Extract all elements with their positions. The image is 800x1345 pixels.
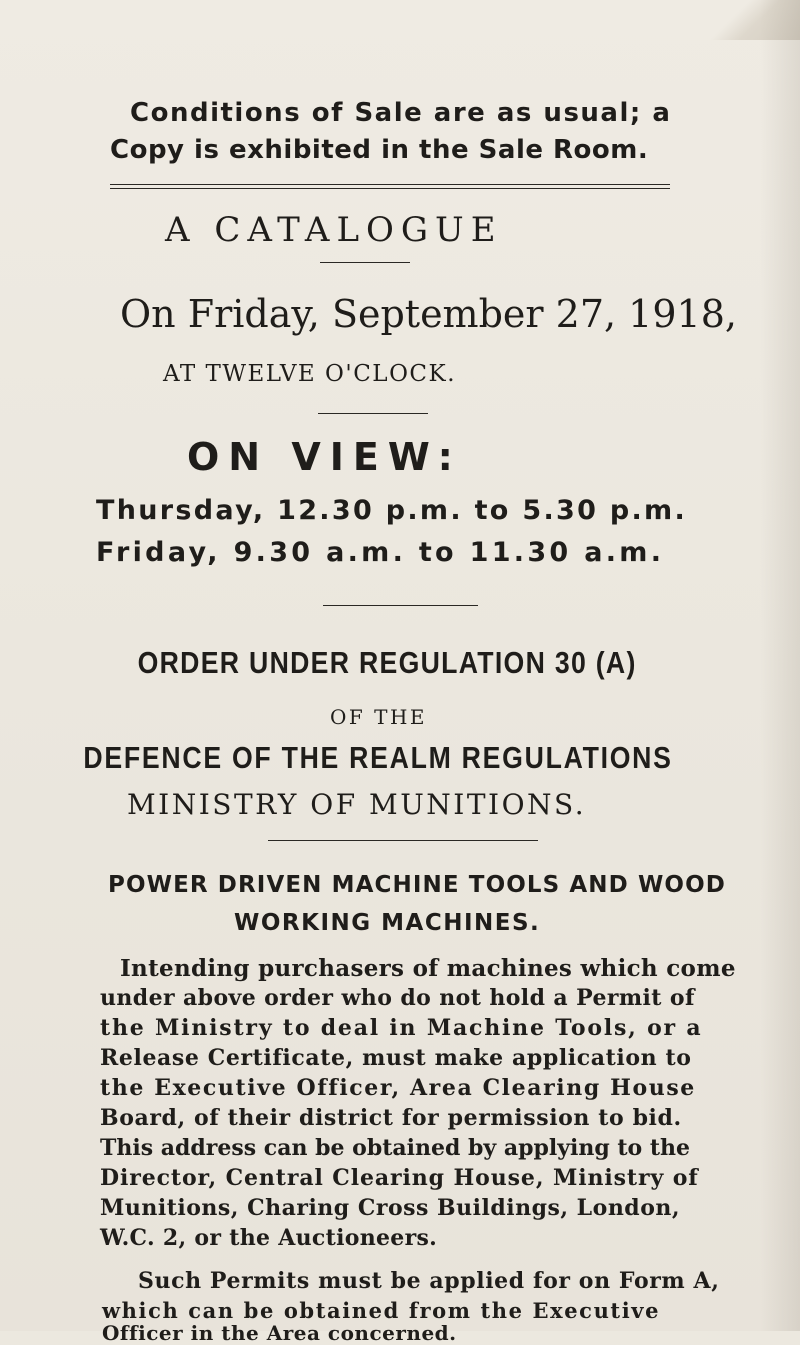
paragraph-1-line-1: Intending purchasers of machines which come: [120, 955, 736, 982]
regulation-order: ORDER UNDER REGULATION 30 (A): [137, 645, 637, 680]
paragraph-1-line-4: Release Certificate, must make application to: [100, 1045, 692, 1071]
paragraph-1-line-6: Board, of their district for permission to bid.: [100, 1105, 682, 1131]
sale-time: AT TWELVE O'CLOCK.: [163, 361, 457, 387]
sale-date: On Friday, September 27, 1918,: [120, 292, 737, 336]
view-thursday: Thursday, 12.30 p.m. to 5.30 p.m.: [96, 495, 688, 526]
time-divider: [318, 413, 428, 414]
defence-of-the-realm: DEFENCE OF THE REALM REGULATIONS: [83, 740, 673, 775]
paragraph-1-line-8: Director, Central Clearing House, Ministry of: [100, 1165, 699, 1191]
catalogue-title: A CATALOGUE: [165, 210, 503, 250]
ministry-of-munitions: MINISTRY OF MUNITIONS.: [127, 788, 587, 821]
paragraph-1-line-5: the Executive Officer, Area Clearing House: [100, 1075, 696, 1101]
conditions-line-2: Copy is exhibited in the Sale Room.: [110, 135, 649, 165]
paragraph-1-line-7: This address can be obtained by applying to the: [100, 1135, 691, 1161]
view-friday: Friday, 9.30 a.m. to 11.30 a.m.: [96, 537, 665, 568]
header-divider: [110, 184, 670, 189]
view-divider: [323, 605, 478, 606]
title-underline: [320, 262, 410, 263]
paragraph-1-line-2: under above order who do not hold a Permit of: [100, 985, 695, 1011]
ministry-divider: [268, 840, 538, 841]
machines-heading-1: POWER DRIVEN MACHINE TOOLS AND WOOD: [108, 872, 726, 898]
paragraph-2-line-1: Such Permits must be applied for on Form A,: [138, 1268, 720, 1294]
paragraph-1-line-9: Munitions, Charing Cross Buildings, London,: [100, 1195, 681, 1221]
on-view-heading: ON VIEW:: [187, 435, 462, 479]
page-edge-shadow: [760, 0, 800, 1331]
machines-heading-2: WORKING MACHINES.: [234, 910, 541, 936]
conditions-line-1: Conditions of Sale are as usual; a: [130, 98, 672, 128]
regulation-of-the: OF THE: [330, 705, 428, 729]
paragraph-1-line-10: W.C. 2, or the Auctioneers.: [100, 1225, 438, 1251]
paragraph-2-line-2: which can be obtained from the Executive: [102, 1298, 661, 1323]
paragraph-2-line-3: Officer in the Area concerned.: [102, 1321, 457, 1345]
paragraph-1-line-3: the Ministry to deal in Machine Tools, or a: [100, 1015, 703, 1041]
